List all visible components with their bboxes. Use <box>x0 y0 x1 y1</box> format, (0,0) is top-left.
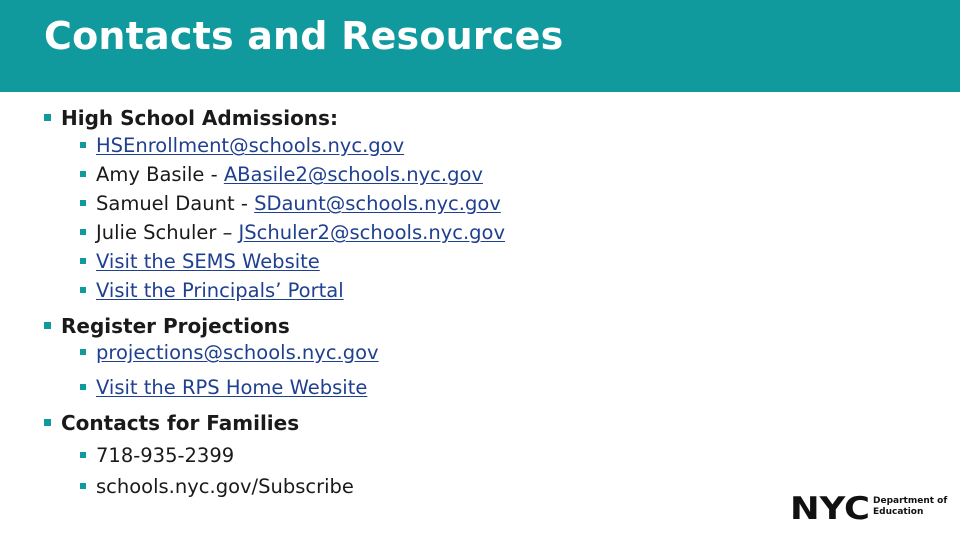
bullet-icon <box>80 200 86 206</box>
bullet-icon <box>80 483 86 489</box>
nyc-logo-icon <box>790 492 870 522</box>
logo-mark-text: NYC <box>790 492 870 522</box>
list-item <box>80 281 344 301</box>
list-item <box>80 223 505 243</box>
email-link-sdaunt[interactable]: SDaunt@schools.nyc.gov <box>254 192 501 215</box>
bullet-icon <box>80 258 86 264</box>
list-item <box>80 136 404 156</box>
email-link-jschuler[interactable]: JSchuler2@schools.nyc.gov <box>238 221 505 244</box>
nyc-doe-logo <box>790 492 948 522</box>
bullet-icon <box>44 114 51 121</box>
bullet-icon <box>80 452 86 458</box>
bullet-icon <box>80 171 86 177</box>
title-bar <box>0 0 960 92</box>
principals-portal-link[interactable]: Visit the Principals’ Portal <box>96 279 344 302</box>
list-item <box>80 378 367 398</box>
slide-title: Contacts and Resources <box>44 14 564 58</box>
bullet-icon <box>44 419 51 426</box>
section-heading-register-projections <box>44 316 290 336</box>
section-heading-hs-admissions <box>44 108 338 128</box>
bullet-icon <box>80 384 86 390</box>
section-heading-text: High School Admissions: <box>61 106 338 130</box>
list-item <box>80 477 354 497</box>
item-text: Samuel Daunt - <box>96 192 255 215</box>
item-text: Julie Schuler – <box>96 221 239 244</box>
list-item <box>80 252 320 272</box>
bullet-icon <box>80 142 86 148</box>
bullet-icon <box>80 287 86 293</box>
logo-label <box>873 496 947 518</box>
item-text: Amy Basile - <box>96 163 224 186</box>
sems-website-link[interactable]: Visit the SEMS Website <box>96 250 320 273</box>
logo-line1: Department of <box>873 496 948 506</box>
email-link-hsenrollment[interactable]: HSEnrollment@schools.nyc.gov <box>96 134 405 157</box>
list-item <box>80 165 483 185</box>
bullet-icon <box>80 349 86 355</box>
list-item <box>80 446 234 466</box>
list-item <box>80 194 501 214</box>
section-heading-families <box>44 413 299 433</box>
bullet-icon <box>44 322 51 329</box>
email-link-abasile[interactable]: ABasile2@schools.nyc.gov <box>223 163 483 186</box>
phone-number: 718-935-2399 <box>96 444 235 467</box>
subscribe-url: schools.nyc.gov/Subscribe <box>96 475 354 498</box>
section-heading-text: Register Projections <box>61 314 290 338</box>
rps-home-website-link[interactable]: Visit the RPS Home Website <box>96 376 368 399</box>
email-link-projections[interactable]: projections@schools.nyc.gov <box>96 341 379 364</box>
bullet-icon <box>80 229 86 235</box>
logo-line2: Education <box>873 507 924 517</box>
section-heading-text: Contacts for Families <box>61 411 300 435</box>
list-item <box>80 343 379 363</box>
